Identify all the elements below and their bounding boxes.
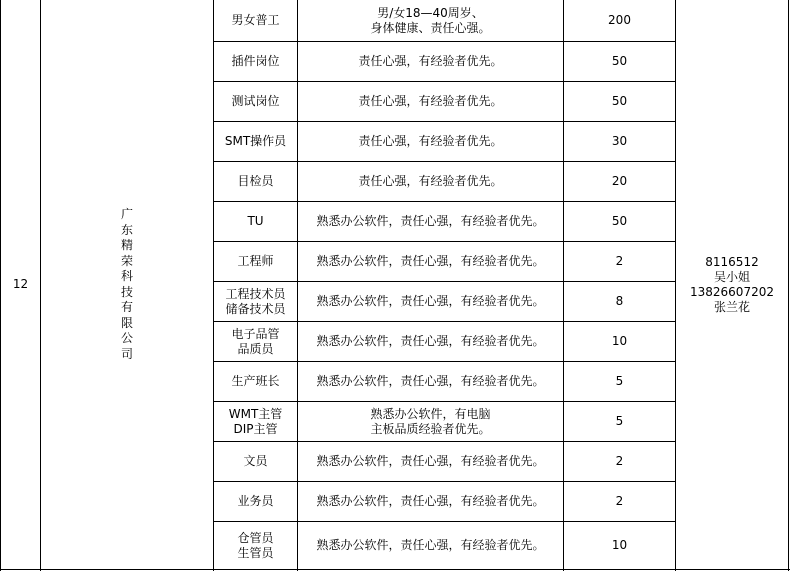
grid-line: [788, 0, 789, 571]
job-requirement-cell: 责任心强，有经验者优先。: [358, 174, 503, 188]
job-requirement-cell: 熟悉办公软件，责任心强，有经验者优先。: [316, 254, 545, 268]
job-count-cell: 50: [611, 214, 628, 228]
job-position-cell: 文员: [243, 454, 268, 468]
job-requirement-cell: 熟悉办公软件，责任心强，有经验者优先。: [316, 538, 545, 552]
job-requirement-cell: 责任心强，有经验者优先。: [358, 134, 503, 148]
job-position-cell: 男女普工: [231, 13, 280, 27]
job-position-cell: 测试岗位: [231, 94, 280, 108]
job-position-cell: WMT主管 DIP主管: [228, 406, 283, 436]
job-requirement-cell: 熟悉办公软件，责任心强，有经验者优先。: [316, 294, 545, 308]
job-position-cell: 电子品管 品质员: [231, 326, 280, 356]
grid-line: [0, 569, 790, 570]
job-count-cell: 30: [611, 134, 628, 148]
job-position-cell: 仓管员 生管员: [237, 530, 274, 560]
job-count-cell: 5: [615, 374, 624, 388]
job-requirement-cell: 熟悉办公软件，责任心强，有经验者优先。: [316, 494, 545, 508]
job-count-cell: 50: [611, 94, 628, 108]
job-position-cell: 插件岗位: [231, 54, 280, 68]
job-count-cell: 5: [615, 414, 624, 428]
job-requirement-cell: 熟悉办公软件，有电脑 主板品质经验者优先。: [370, 406, 491, 436]
row-number-cell: 12: [12, 277, 29, 291]
job-requirement-cell: 男/女18—40周岁、 身体健康、责任心强。: [370, 5, 491, 35]
job-count-cell: 10: [611, 538, 628, 552]
job-position-cell: 目检员: [237, 174, 274, 188]
grid-line: [40, 0, 41, 571]
job-position-cell: 生产班长: [231, 374, 280, 388]
job-count-cell: 50: [611, 54, 628, 68]
job-count-cell: 2: [615, 454, 624, 468]
job-requirement-cell: 责任心强，有经验者优先。: [358, 54, 503, 68]
job-position-cell: 工程师: [237, 254, 274, 268]
contact-cell: 8116512 吴小姐 13826607202 张兰花: [690, 254, 774, 314]
job-position-cell: 工程技术员 储备技术员: [225, 286, 286, 316]
job-position-cell: SMT操作员: [224, 134, 287, 148]
job-count-cell: 2: [615, 254, 624, 268]
job-count-cell: 2: [615, 494, 624, 508]
job-position-cell: TU: [247, 214, 264, 228]
job-position-cell: 业务员: [237, 494, 274, 508]
job-count-cell: 10: [611, 334, 628, 348]
job-requirement-cell: 熟悉办公软件，责任心强，有经验者优先。: [316, 334, 545, 348]
job-count-cell: 8: [615, 294, 624, 308]
job-count-cell: 200: [608, 13, 631, 27]
job-requirement-cell: 熟悉办公软件，责任心强，有经验者优先。: [316, 454, 545, 468]
company-name-cell: 广东精荣科技有限公司: [120, 207, 133, 361]
job-requirement-cell: 熟悉办公软件，责任心强，有经验者优先。: [316, 374, 545, 388]
job-count-cell: 20: [611, 174, 628, 188]
job-requirement-cell: 熟悉办公软件，责任心强，有经验者优先。: [316, 214, 545, 228]
job-requirement-cell: 责任心强，有经验者优先。: [358, 94, 503, 108]
